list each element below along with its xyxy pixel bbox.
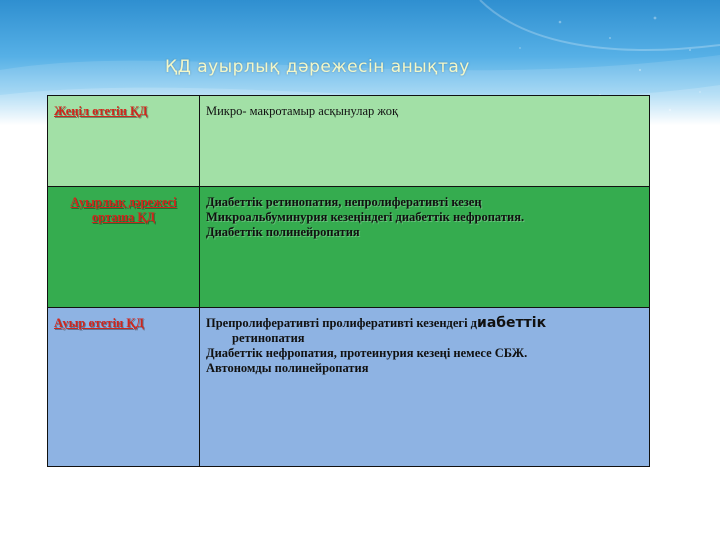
table-row <box>48 96 650 187</box>
description-line: Автономды полинейропатия <box>206 361 369 375</box>
slide-title: ҚД ауырлық дәрежесін анықтау <box>165 57 470 77</box>
table-row <box>48 187 650 308</box>
description-line: Диабеттік полинейропатия <box>206 225 360 239</box>
table-row <box>48 308 650 467</box>
severity-label-severe: Ауыр өтетін ҚД <box>48 308 200 467</box>
severity-label-line: орташа ҚД <box>91 210 156 224</box>
description-cell-moderate <box>200 187 650 308</box>
description-line: ретинопатия <box>232 331 305 345</box>
description-line <box>206 316 643 331</box>
description-cell-mild <box>200 96 650 187</box>
severity-label-mild: Жеңіл өтетін ҚД <box>48 96 200 187</box>
description-fragment: иабеттік <box>477 315 547 331</box>
severity-table <box>47 95 650 467</box>
description-fragment: Препролиферативті пролиферативті кезендегі д <box>206 316 478 330</box>
severity-label-line: Ауырлық дәрежесі <box>70 195 177 209</box>
description-cell-severe <box>200 308 650 467</box>
severity-label-moderate <box>48 187 200 308</box>
description-line: Диабеттік ретинопатия, непролиферативті кезең <box>206 195 482 209</box>
description-line: Микроальбуминурия кезеңіндегі диабеттік нефропатия. <box>206 210 525 224</box>
description-line: Микро- макротамыр асқынулар жоқ <box>206 104 399 118</box>
description-line: Диабеттік нефропатия, протеинурия кезеңі немесе СБЖ. <box>206 346 528 360</box>
